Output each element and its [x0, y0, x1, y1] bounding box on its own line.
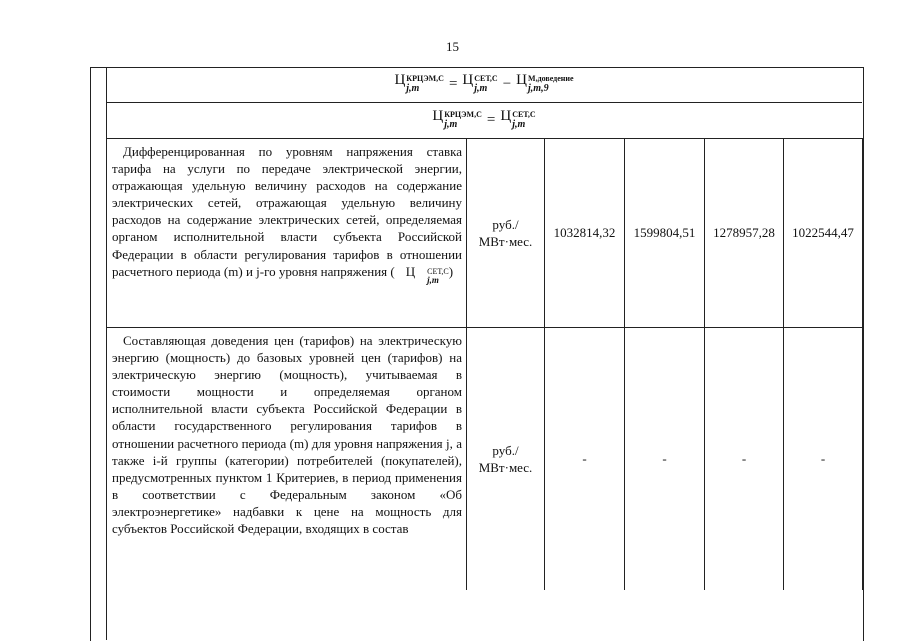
table-cell-value: 1022544,47 — [784, 139, 863, 328]
row-description — [107, 139, 467, 328]
unit-line-2: МВт·мес. — [478, 459, 533, 475]
formula1-rhs2 — [516, 72, 573, 97]
formula1-lhs-sup: КРЦЭМ,С — [406, 74, 444, 83]
formula1-lhs — [394, 72, 444, 97]
formula1-rhs2-sup: М,доведение — [528, 74, 574, 83]
formula1-minus: − — [502, 76, 512, 92]
table-row — [107, 328, 863, 590]
table-cell-value: 1278957,28 — [705, 139, 784, 328]
row-unit — [467, 139, 545, 328]
unit-line-2: МВт·мес. — [478, 234, 533, 249]
formula1-rhs1 — [462, 72, 497, 97]
table-cell-value: - — [625, 328, 705, 590]
row-description-text: Составляющая доведения цен (тарифов) на электрическую энергию (мощность) до базовых уровней цен (тарифов) на электрическую энергию (мощность), учитываемая в стоимости мощности и определяемая органом исполнительной власти субъекта Российской Федерации в области государственного регулирования тарифов в отношении расчетного периода (m) для уровня напряжения j, а также i-й группы (категории) потребителей (покупателей), предусмотренных пунктом 1 Критериев, в период применения в соответствии с Федеральным законом «Об электроэнергетике» надбавки к цене на мощность для субъектов Российской Федерации, входящих в состав — [112, 333, 462, 537]
formula2-lhs-base: Ц — [432, 108, 444, 124]
description-symbol-sub: j,m — [427, 274, 439, 285]
formula1-rhs1-sub: j,m — [474, 83, 488, 94]
table-cell-value: 1599804,51 — [625, 139, 705, 328]
formula2-rhs-base: Ц — [500, 108, 512, 124]
table-cell-value: 1032814,32 — [545, 139, 625, 328]
formula-row-1 — [106, 67, 862, 103]
formula1-rhs2-base: Ц — [516, 72, 528, 88]
formula1-lhs-sub: j,m — [406, 83, 420, 94]
page-number: 15 — [446, 39, 459, 54]
formula2-rhs — [500, 108, 535, 133]
formula1-equals: = — [448, 76, 458, 92]
formula2-lhs-sup: КРЦЭМ,С — [444, 110, 482, 119]
formula2-equals: = — [486, 112, 496, 128]
table-cell-value: - — [784, 328, 863, 590]
description-symbol — [395, 263, 449, 287]
formula2-rhs-sup: СЕТ,С — [512, 110, 536, 119]
table-cell-value: - — [705, 328, 784, 590]
formula1-rhs2-sub: j,m,9 — [528, 83, 549, 94]
table-row — [107, 139, 863, 328]
formula2-lhs-sub: j,m — [444, 119, 458, 130]
row-description-text: Дифференцированная по уровням напряжения ставка тарифа на услуги по передаче электрической энергии, отражающая удельную величину расходов на содержание электрических сетей, отражающая удельную величину расходов на содержание электрических сетей, определяемая органом исполнительной власти субъекта Российской Федерации в области регулирования тарифов в отношении расчетного периода (m) и j-го уровня напряжения ( — [112, 144, 462, 279]
formula-row-2 — [106, 103, 862, 139]
formula1-rhs1-base: Ц — [462, 72, 474, 88]
tariff-table — [106, 138, 863, 590]
table-cell-value: - — [545, 328, 625, 590]
description-symbol-base: Ц — [405, 263, 416, 279]
formula2-lhs — [432, 108, 482, 133]
description-symbol-sup: СЕТ,С — [427, 266, 449, 276]
formula1-lhs-base: Ц — [394, 72, 406, 88]
row-unit — [467, 328, 545, 590]
row-description — [107, 328, 467, 590]
formula1-rhs1-sup: СЕТ,С — [474, 74, 498, 83]
description-close-paren: ) — [448, 263, 454, 279]
unit-line-1: руб./ — [492, 217, 519, 232]
unit-line-1: руб./ — [492, 442, 519, 458]
formula2-rhs-sub: j,m — [512, 119, 526, 130]
